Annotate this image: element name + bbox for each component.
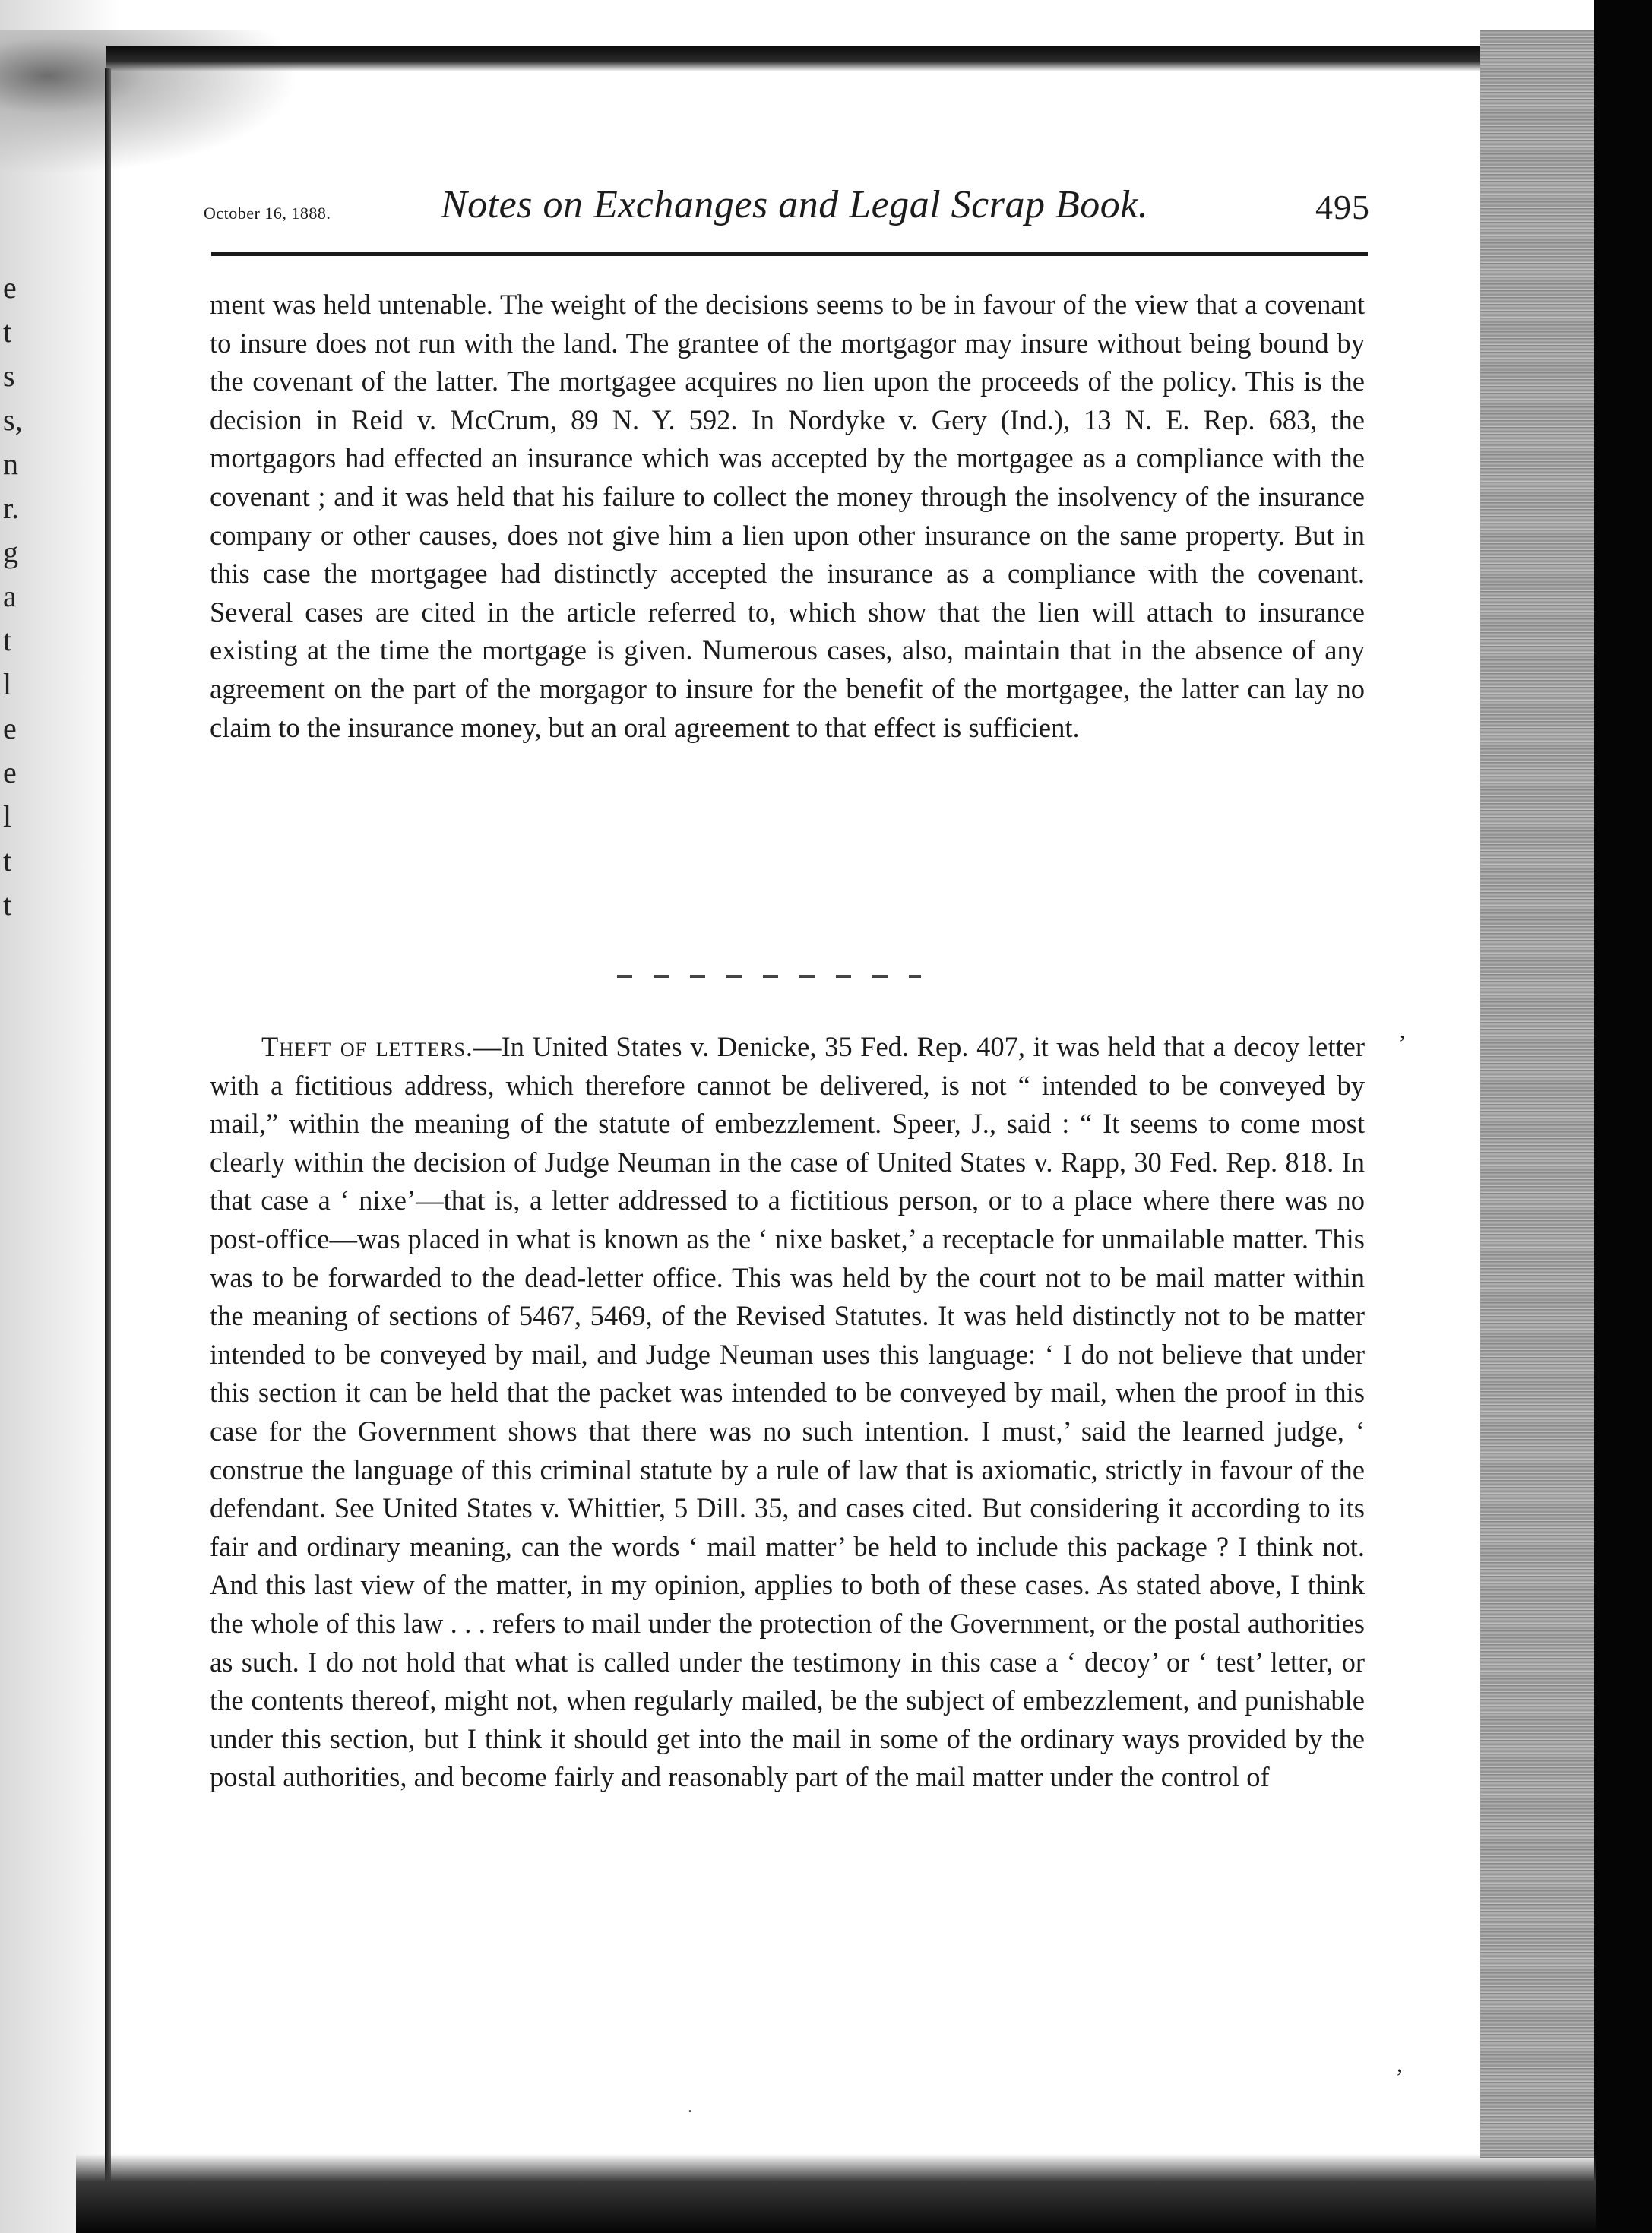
margin-fragment: a	[3, 579, 17, 613]
stray-mark: .	[688, 2097, 692, 2117]
margin-fragment: e	[3, 711, 17, 745]
margin-fragment: l	[3, 799, 12, 833]
section-divider	[617, 975, 921, 978]
paragraph-theft-of-letters	[210, 1028, 1365, 1797]
paragraph-insurance-covenant	[210, 286, 1365, 747]
margin-fragment: s	[3, 359, 15, 393]
margin-fragment: n	[3, 447, 18, 481]
paragraph-text: ment was held untenable. The weight of the decisions seems to be in favour of the view that a covenant to insure does not run with the land. The grantee of the mortgagor may insure without being bound by the covenant of the latter. The mortgagee acquires no lien upon the proceeds of the policy. This is the decision in Reid v. McCrum, 89 N. Y. 592. In Nordyke v. Gery (Ind.), 13 N. E. Rep. 683, the mortgagors had effected an insurance which was accepted by the mortgagee as a compliance with the covenant ; and it was held that his failure to collect the money through the insolvency of the insurance company or other causes, does not give him a lien upon other insurance on the same property. But in this case the mortgagee had distinctly accepted the insurance as a compliance with the covenant. Several cases are cited in the article referred to, which show that the lien will attach to insurance existing at the time the mortgage is given. Numerous cases, also, maintain that in the absence of any agreement on the part of the morgagor to insure for the benefit of the mortgagee, the latter can lay no claim to the insurance money, but an oral agreement to that effect is sufficient.	[210, 289, 1365, 743]
margin-fragment: s,	[3, 403, 23, 437]
section-heading: Theft of letters.	[261, 1031, 474, 1062]
stray-mark: ,	[1397, 2050, 1403, 2077]
page-header	[204, 173, 1370, 242]
issue-date: October 16, 1888.	[204, 204, 331, 223]
margin-fragment: r.	[3, 491, 20, 525]
margin-fragment: t	[3, 315, 12, 349]
margin-fragment: l	[3, 667, 12, 701]
margin-fragment: t	[3, 887, 12, 922]
margin-fragment: t	[3, 843, 12, 878]
header-rule	[211, 252, 1368, 256]
margin-fragment: e	[3, 270, 17, 305]
running-title: Notes on Exchanges and Legal Scrap Book.	[441, 183, 1149, 226]
margin-fragment: t	[3, 623, 12, 657]
paragraph-text: —In United States v. Denicke, 35 Fed. Rep. 407, it was held that a decoy letter with a fictitious address, which therefore cannot be delivered, is not “ intended to be conveyed by mail,” within the meaning of the statute of embezzlement. Speer, J., said : “ It seems to come most clearly within the decision of Judge Neuman in the case of United States v. Rapp, 30 Fed. Rep. 818. In that case a ‘ nixe’—that is, a letter addressed to a fictitious person, or to a place where there was no post-office—was placed in what is known as the ‘ nixe basket,’ a receptacle for unmailable matter. This was to be forwarded to the dead-letter office. This was held by the court not to be mail matter within the meaning of sections of 5467, 5469, of the Revised Statutes. It was held distinctly not to be matter intended to be conveyed by mail, and Judge Neuman uses this language: ‘ I do not believe that under this section it can be held that the packet was intended to be conveyed by mail, when the proof in this case for the Government shows that there was no such intention. I must,’ said the learned judge, ‘ construe the language of this criminal statute by a rule of law that is axiomatic, strictly in favour of the defendant. See United States v. Whittier, 5 Dill. 35, and cases cited. But considering it according to its fair and ordinary meaning, can the words ‘ mail matter’ be held to include this package ? I think not. And this last view of the matter, in my opinion, applies to both of these cases. As stated above, I think the whole of this law . . . refers to mail under the protection of the Government, or the postal authorities as such. I do not hold that what is called under the testimony in this case a ‘ decoy’ or ‘ test’ letter, or the contents thereof, might not, when regularly mailed, be the subject of embezzlement, and punishable under this section, but I think it should get into the mail in some of the ordinary ways provided by the postal authorities, and become fairly and reasonably part of the mail matter under the control of	[210, 1031, 1365, 1793]
page-number: 495	[1315, 188, 1370, 226]
margin-fragment: g	[3, 535, 18, 569]
margin-fragment: e	[3, 755, 17, 789]
stray-mark: ,	[1400, 1018, 1406, 1043]
